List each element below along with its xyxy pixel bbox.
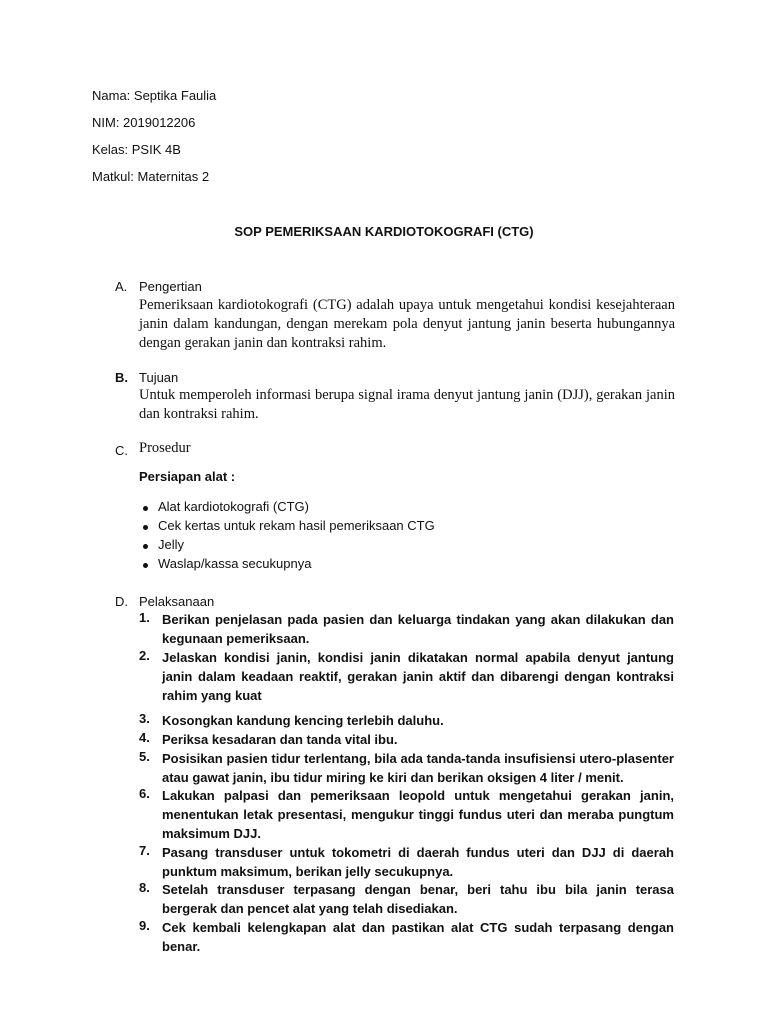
- step-number: 1.: [139, 610, 150, 625]
- section-d-letter: D.: [115, 594, 128, 609]
- list-item: Waslap/kassa secukupnya: [143, 556, 148, 571]
- list-item: Lakukan palpasi dan pemeriksaan leopold untuk mengetahui gerakan janin, menentukan letak presentasi, mengukur tinggi fundus uteri dan meraba pungtum maksimum DJJ.: [162, 788, 674, 841]
- section-b-body: Untuk memperoleh informasi berupa signal irama denyut jantung janin (DJJ), gerakan janin dan kontraksi rahim.: [139, 387, 675, 422]
- list-item: Periksa kesadaran dan tanda vital ibu.: [162, 732, 398, 747]
- section-a-body: Pemeriksaan kardiotokografi (CTG) adalah upaya untuk mengetahui kondisi kesejahteraan janin dalam kandungan, dengan merekam pola denyut jantung janin beserta hubungannya dengan gerakan janin dan kontraksi rahim.: [139, 297, 675, 351]
- step-number: 4.: [139, 730, 150, 745]
- step-number: 6.: [139, 786, 150, 801]
- course-name: Matkul: Maternitas 2: [92, 169, 210, 184]
- list-item: Kosongkan kandung kencing terlebih daluhu.: [162, 713, 444, 728]
- list-item: Setelah transduser terpasang dengan benar, beri tahu ibu bila janin terasa bergerak dan pencet alat yang telah disediakan.: [162, 882, 674, 916]
- step-number: 7.: [139, 843, 150, 858]
- step-number: 3.: [139, 711, 150, 726]
- section-a-letter: A.: [115, 279, 128, 294]
- student-name: Nama: Septika Faulia: [92, 88, 217, 103]
- bullet-icon: [143, 525, 148, 530]
- section-d-heading: Pelaksanaan: [139, 594, 215, 609]
- bullet-icon: [143, 506, 148, 511]
- student-class: Kelas: PSIK 4B: [92, 142, 181, 157]
- step-number: 9.: [139, 918, 150, 933]
- step-number: 2.: [139, 648, 150, 663]
- list-item: Alat kardiotokografi (CTG): [143, 499, 148, 514]
- list-item: Berikan penjelasan pada pasien dan keluarga tindakan yang akan dilakukan dan kegunaan pemeriksaan.: [162, 612, 674, 646]
- list-item: Cek kembali kelengkapan alat dan pastikan alat CTG sudah terpasang dengan benar.: [162, 920, 674, 954]
- section-a-heading: Pengertian: [139, 279, 202, 294]
- list-item: Pasang transduser untuk tokometri di daerah fundus uteri dan DJJ di daerah punktum maksimum, berikan jelly secukupnya.: [162, 845, 674, 879]
- equipment-subheading: Persiapan alat :: [139, 469, 236, 484]
- bullet-icon: [143, 544, 148, 549]
- list-item: Posisikan pasien tidur terlentang, bila ada tanda-tanda insufisiensi utero-plasenter atau gawat janin, ibu tidur miring ke kiri dan berikan oksigen 4 liter / menit.: [162, 751, 674, 785]
- section-c-heading: Prosedur: [139, 440, 191, 456]
- list-item: Jelaskan kondisi janin, kondisi janin dikatakan normal apabila denyut jantung janin dalam keadaan reaktif, gerakan janin aktif dan dibarengi dengan kontraksi rahim yang kuat: [162, 650, 674, 703]
- student-nim: NIM: 2019012206: [92, 115, 196, 130]
- section-b-heading: Tujuan: [139, 370, 179, 385]
- step-number: 5.: [139, 749, 150, 764]
- step-number: 8.: [139, 880, 150, 895]
- section-b-letter: B.: [115, 370, 128, 385]
- section-c-letter: C.: [115, 443, 128, 458]
- list-item: Cek kertas untuk rekam hasil pemeriksaan CTG: [143, 518, 148, 533]
- bullet-icon: [143, 563, 148, 568]
- document-title: SOP PEMERIKSAAN KARDIOTOKOGRAFI (CTG): [234, 224, 534, 239]
- list-item: Jelly: [143, 537, 148, 552]
